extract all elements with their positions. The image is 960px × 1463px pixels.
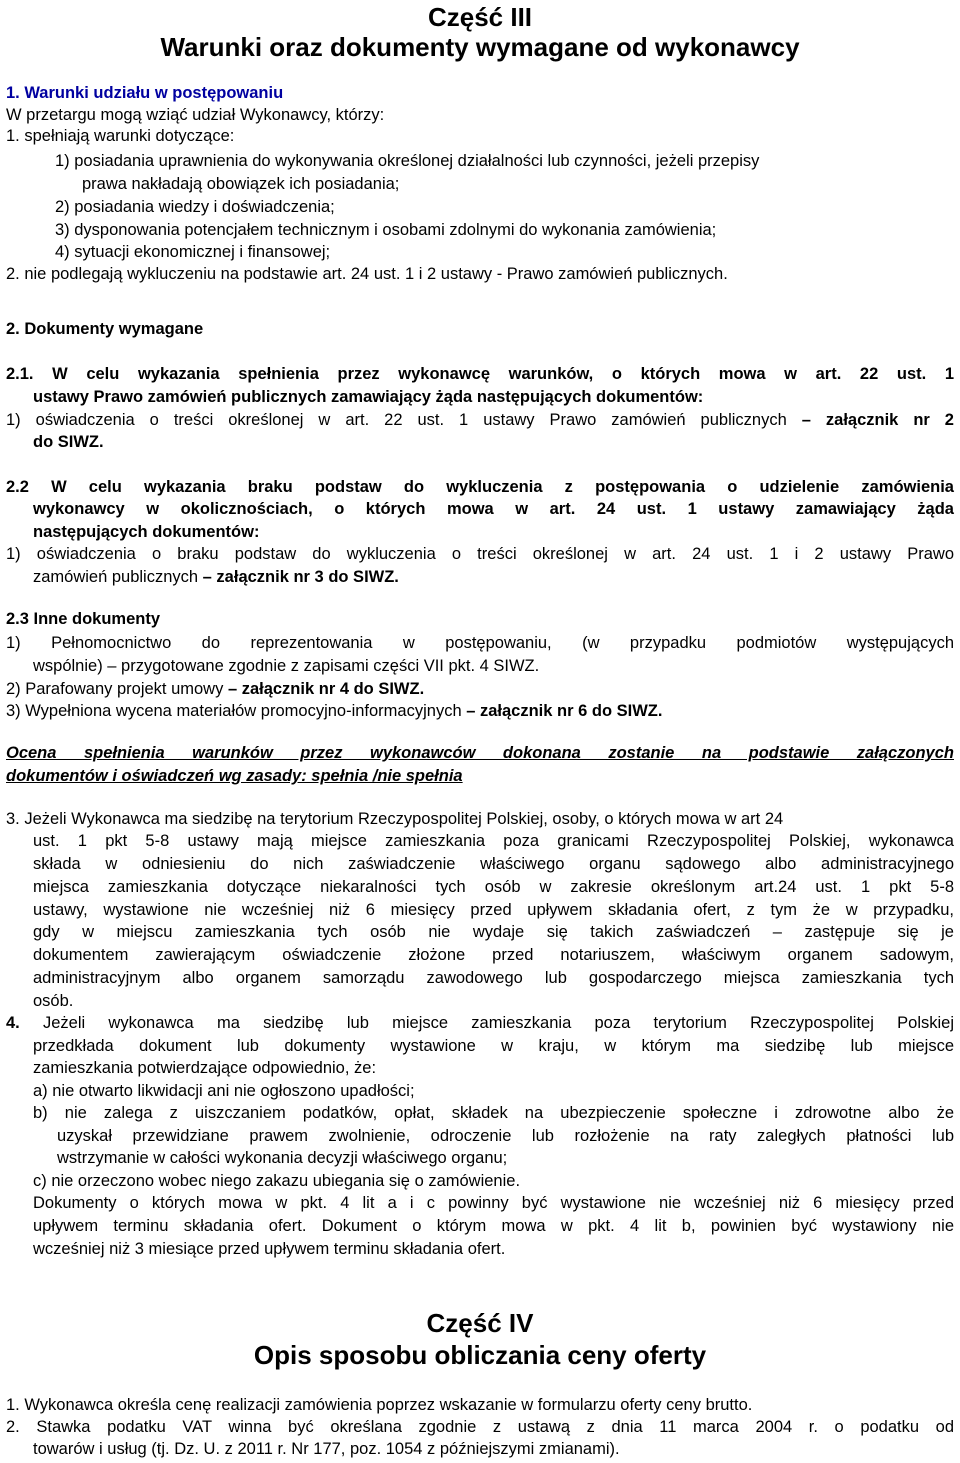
section22-text: następujących dokumentów: [33, 523, 260, 541]
part4-line: towarów i usług (tj. Dz. U. z 2011 r. Nr 177, poz. 1054 z późniejszymi zmianami). [33, 1440, 620, 1458]
section1-line: 2. nie podlegają wykluczeniu na podstawie art. 24 ust. 1 i 2 ustawy - Prawo zamówień publicznych. [6, 265, 728, 283]
paragraph4-line: wcześniej niż 3 miesiące przed upływem terminu składania ofert. [33, 1240, 506, 1258]
part4-subtitle: Opis sposobu obliczania ceny oferty [253, 1340, 707, 1370]
section1-line: 1. spełniają warunki dotyczące: [6, 127, 235, 145]
section21-item: 1) oświadczenia o treści określonej w art. 22 ust. 1 ustawy Prawo zamówień publicznych – załącznik nr 2 [6, 411, 954, 429]
paragraph4-line: Dokumenty o których mowa w pkt. 4 lit a i c powinny być wystawione nie wcześniej niż 6 miesięcy przed [33, 1194, 954, 1212]
part4-line: 2. Stawka podatku VAT winna być określana zgodnie z ustawą z dnia 11 marca 2004 r. o podatku od [6, 1418, 954, 1436]
part3-subtitle: Warunki oraz dokumenty wymagane od wykonawcy [160, 32, 800, 62]
section22-text: 2.2 W celu wykazania braku podstaw do wykluczenia z postępowania o udzielenie zamówienia [6, 478, 954, 496]
paragraph3-line: ustawy, wystawione nie wcześniej niż 6 miesięcy przed upływem składania ofert, z tym że w przypadku, [33, 901, 954, 919]
section23-item: 2) Parafowany projekt umowy – załącznik nr 4 do SIWZ. [6, 680, 425, 698]
section23-item: 1) Pełnomocnictwo do reprezentowania w postępowaniu, (w przypadku podmiotów występujących [6, 634, 954, 652]
paragraph3-line: gdy w miejscu zamieszkania tych osób nie wydaje się takich zaświadczeń – zastępuje się je [33, 923, 954, 941]
paragraph4-line: wstrzymanie w całości wykonania decyzji właściwego organu; [57, 1149, 508, 1167]
section2-heading: 2. Dokumenty wymagane [6, 320, 204, 338]
section21-text: ustawy Prawo zamówień publicznych zamawiający żąda następujących dokumentów: [33, 388, 704, 406]
paragraph3-line: osób. [33, 992, 74, 1010]
evaluation-note: dokumentów i oświadczeń wg zasady: spełnia /nie spełnia [6, 767, 463, 785]
section1-line: 3) dysponowania potencjałem technicznym i osobami zdolnymi do wykonania zamówienia; [55, 221, 717, 239]
part4-title: Część IV [426, 1308, 534, 1338]
paragraph4-line: przedkłada dokument lub dokumenty wystawione w kraju, w którym ma siedzibę lub miejsce [33, 1037, 954, 1055]
paragraph4-line: upływem terminu składania ofert. Dokument o którym mowa w pkt. 4 lit b, powinien być wystawiony nie [33, 1217, 954, 1235]
paragraph4-line: b) nie zalega z uiszczaniem podatków, opłat, składek na ubezpieczenie społeczne i zdrowotne albo że [33, 1104, 954, 1122]
paragraph3-line: składa w odniesieniu do nich zaświadczenie właściwego organu sądowego albo administracyjnego [33, 855, 954, 873]
section23-item: 3) Wypełniona wycena materiałów promocyjno-informacyjnych – załącznik nr 6 do SIWZ. [6, 702, 663, 720]
section23-heading: 2.3 Inne dokumenty [6, 610, 161, 628]
section22-item: 1) oświadczenia o braku podstaw do wykluczenia o treści określonej w art. 24 ust. 1 i 2 ustawy Prawo [6, 545, 954, 563]
section21-text: 2.1. W celu wykazania spełnienia przez wykonawcę warunków, o których mowa w art. 22 ust. 1 [6, 365, 954, 383]
paragraph4-line: zamieszkania potwierdzające odpowiednio, że: [33, 1059, 377, 1077]
evaluation-note: Ocena spełnienia warunków przez wykonawców dokonana zostanie na podstawie załączonych [6, 744, 954, 762]
section22-item-cont: zamówień publicznych – załącznik nr 3 do SIWZ. [33, 568, 399, 586]
part3-title: Część III [427, 2, 533, 32]
section1-line: 4) sytuacji ekonomicznej i finansowej; [55, 243, 331, 261]
section1-line: 2) posiadania wiedzy i doświadczenia; [55, 198, 335, 216]
paragraph3-line: miejsca zamieszkania dotyczące niekaralności tych osób w zakresie określonym art.24 ust. 1 pkt 5-8 [33, 878, 954, 896]
paragraph3-line: administracyjnym albo organem samorządu zawodowego lub gospodarczego miejsca zamieszkania tych [33, 969, 954, 987]
paragraph3-line: ust. 1 pkt 5-8 ustawy mają miejsce zamieszkania poza granicami Rzeczypospolitej Polskiej, wykonawca [33, 832, 954, 850]
section23-item-cont: wspólnie) – przygotowane zgodnie z zapisami części VII pkt. 4 SIWZ. [33, 657, 540, 675]
section1-line: prawa nakładają obowiązek ich posiadania; [82, 175, 400, 193]
paragraph3-line: 3. Jeżeli Wykonawca ma siedzibę na terytorium Rzeczypospolitej Polskiej, osoby, o których mowa w art 24 [6, 810, 784, 828]
paragraph4-line: 4. Jeżeli wykonawca ma siedzibę lub miejsce zamieszkania poza terytorium Rzeczypospolitej Polskiej [6, 1014, 954, 1032]
section22-text: wykonawcy w okolicznościach, o których mowa w art. 24 ust. 1 ustawy zamawiający żąda [33, 500, 954, 518]
section1-heading: 1. Warunki udziału w postępowaniu [6, 84, 284, 102]
section1-intro: W przetargu mogą wziąć udział Wykonawcy, którzy: [6, 106, 385, 124]
part4-line: 1. Wykonawca określa cenę realizacji zamówienia poprzez wskazanie w formularzu oferty ceny brutto. [6, 1396, 753, 1414]
paragraph4-line: a) nie otwarto likwidacji ani nie ogłoszono upadłości; [33, 1082, 415, 1100]
section21-item-cont: do SIWZ. [33, 433, 104, 451]
section1-line: 1) posiadania uprawnienia do wykonywania określonej działalności lub czynności, jeżeli przepisy [55, 152, 760, 170]
paragraph4-line: c) nie orzeczono wobec niego zakazu ubiegania się o zamówienie. [33, 1172, 521, 1190]
paragraph3-line: dokumentem zawierającym oświadczenie złożone przed notariuszem, właściwym organem sadowym, [33, 946, 954, 964]
paragraph4-line: uzyskał przewidziane prawem zwolnienie, odroczenie lub rozłożenie na raty zaległych płatności lub [57, 1127, 954, 1145]
